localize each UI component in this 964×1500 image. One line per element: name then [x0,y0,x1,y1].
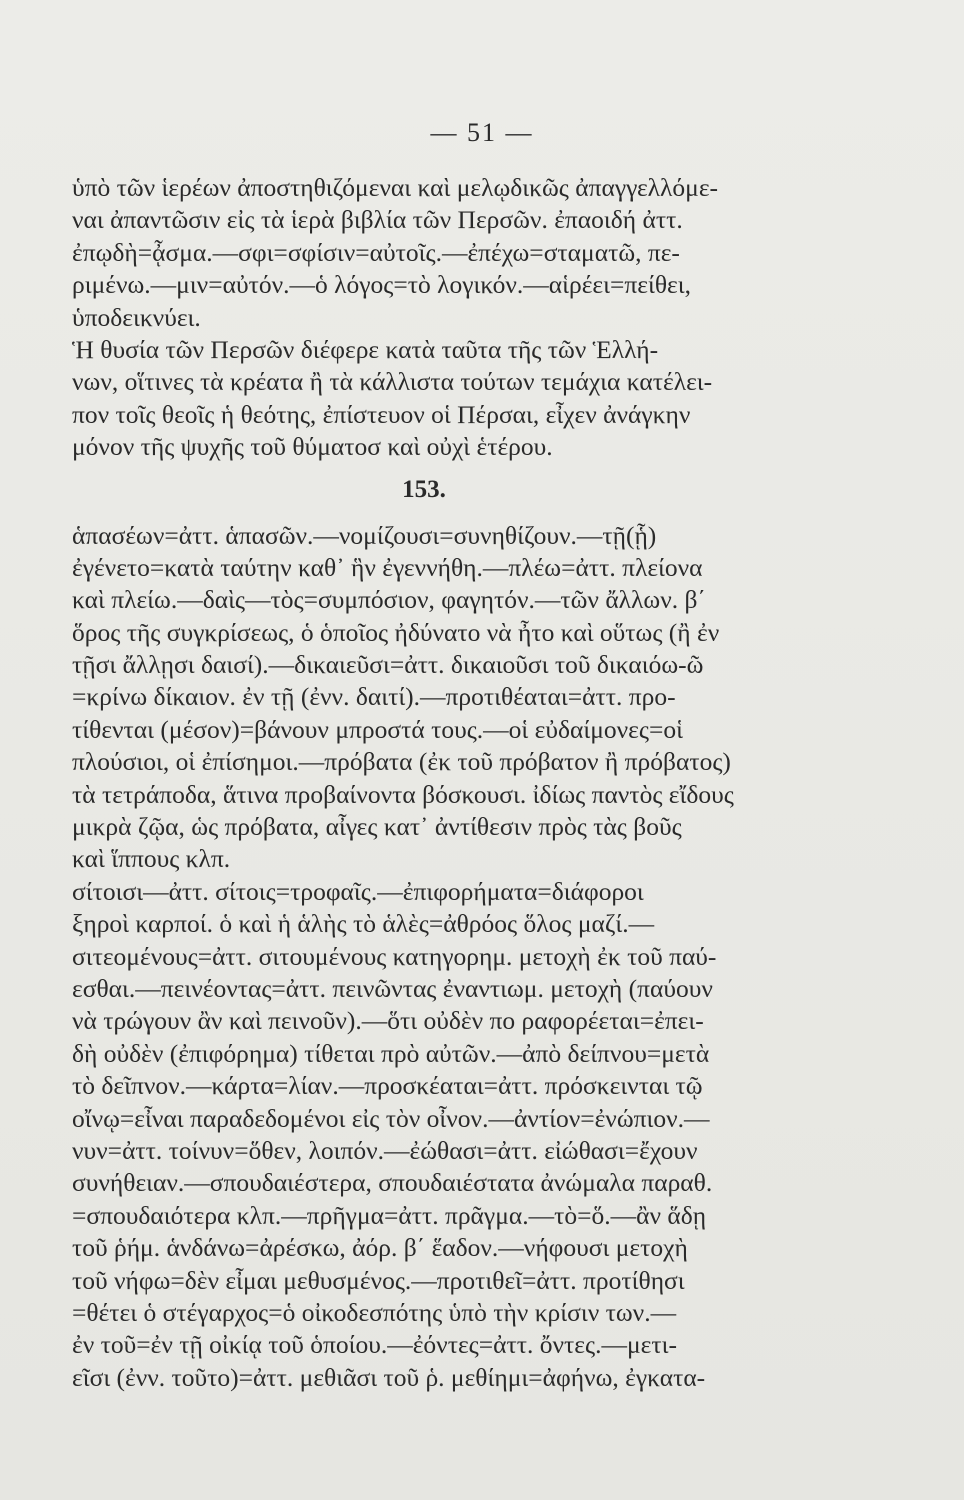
text-line: ἐν τοῦ=ἐν τῇ οἰκίᾳ τοῦ ὁποίου.—ἐόντες=ἀττ. ὄντες.—μετι- [72,1330,677,1360]
section-heading: 153. [402,475,446,503]
text-line: εῖσι (ἐνν. τοῦτο)=ἀττ. μεθιᾶσι τοῦ ῥ. μεθίημι=ἀφήνω, ἐγκατα- [72,1362,706,1392]
text-line: ριμένω.—μιν=αὐτόν.—ὁ λόγος=τὸ λογικόν.—αἱρέει=πείθει, [72,270,691,300]
text-line: =κρίνω δίκαιον. ἐν τῇ (ἐνν. δαιτί).—προτιθέαται=ἀττ. προ- [72,682,676,712]
text-line: ἁπασέων=ἀττ. ἁπασῶν.—νομίζουσι=συνηθίζουν.—τῇ(ᾗ) [72,520,657,550]
text-line: τοῦ ῥήμ. ἁνδάνω=ἀρέσκω, ἀόρ. β΄ ἕαδον.—νήφουσι μετοχὴ [72,1233,688,1263]
text-line: σίτοισι—ἀττ. σίτοις=τροφαῖς.—ἐπιφορήματα=διάφοροι [72,876,644,906]
page-number: — 51 — [430,118,534,147]
text-line: τὸ δεῖπνον.—κάρτα=λίαν.—προσκέαται=ἀττ. πρόσκεινται τῷ [72,1071,703,1101]
text-line: Ἡ θυσία τῶν Περσῶν διέφερε κατὰ ταῦτα τῆς τῶν Ἑλλή- [72,334,659,364]
text-line: εσθαι.—πεινέοντας=ἀττ. πεινῶντας ἐναντιωμ. μετοχὴ (παύουν [72,973,713,1003]
text-line: =σπουδαιότερα κλπ.—πρῆγμα=ἀττ. πρᾶγμα.—τὸ=ὅ.—ἂν ἅδῃ [72,1200,707,1230]
text-line: καὶ ἵππους κλπ. [72,844,231,874]
text-line: ὑπὸ τῶν ἱερέων ἀποστηθιζόμεναι καὶ μελῳδικῶς ἀπαγγελλόμε- [72,173,719,202]
text-line: συνήθειαν.—σπουδαιέστερα, σπουδαιέστατα ἀνώμαλα παραθ. [72,1168,713,1198]
text-line: πον τοῖς θεοῖς ἡ θεότης, ἐπίστευον οἱ Πέρσαι, εἶχεν ἀνάγκην [72,399,691,429]
text-line: τῇσι ἄλλῃσι δαισί).—δικαιεῦσι=ἀττ. δικαιοῦσι τοῦ δικαιόω-ῶ [72,650,704,680]
spacer [72,512,776,520]
text-line: νυν=ἀττ. τοίνυν=ὅθεν, λοιπόν.—ἐώθασι=ἀττ. εἰώθασι=ἔχουν [72,1135,698,1165]
text-line: τίθενται (μέσον)=βάνουν μπροστά τους.—οἱ εὐδαίμονες=οἱ [72,714,683,744]
text-line: δὴ οὐδὲν (ἐπιφόρημα) τίθεται πρὸ αὐτῶν.—ἀπὸ δείπνου=μετὰ [72,1038,710,1068]
text-block [72,172,776,1394]
text-line: ξηροὶ καρποί. ὁ καὶ ἡ ἁλὴς τὸ ἁλὲς=ἀθρόος ὅλος μαζί.— [72,909,655,939]
text-line: ὅρος τῆς συγκρίσεως, ὁ ὁποῖος ἠδύνατο νὰ ἦτο καὶ οὕτως (ἢ ἐν [72,617,720,647]
text-line: ὑποδεικνύει. [72,302,201,332]
text-line: σιτεομένους=ἀττ. σιτουμένους κατηγορημ. μετοχὴ ἐκ τοῦ παύ- [72,941,717,971]
text-line: ναι ἀπαντῶσιν εἰς τὰ ἱερὰ βιβλία τῶν Περσῶν. ἐπαοιδή ἀττ. [72,205,683,235]
text-line: καὶ πλείω.—δαὶς—τὸς=συμπόσιον, φαγητόν.—τῶν ἄλλων. β΄ [72,585,706,615]
text-line: νων, οἵτινες τὰ κρέατα ἢ τὰ κάλλιστα τούτων τεμάχια κατέλει- [72,367,713,397]
text-line: ἐγένετο=κατὰ ταύτην καθ᾽ ἣν ἐγεννήθη.—πλέω=ἀττ. πλείονα [72,552,703,582]
text-line: πλούσιοι, οἱ ἐπίσημοι.—πρόβατα (ἐκ τοῦ πρόβατον ἢ πρόβατος) [72,747,731,777]
text-line: μικρὰ ζῷα, ὡς πρόβατα, αἶγες κατ᾽ ἀντίθεσιν πρὸς τὰς βοῦς [72,812,682,842]
text-line: τὰ τετράποδα, ἅτινα προβαίνοντα βόσκουσι. ἰδίως παντὸς εἴδους [72,779,734,809]
text-line: ἐπῳδὴ=ᾆσμα.—σφι=σφίσιν=αὐτοῖς.—ἐπέχω=σταματῶ, πε- [72,237,680,267]
text-line: =θέτει ὁ στέγαρχος=ὁ οἰκοδεσπότης ὑπὸ τὴν κρίσιν των.— [72,1297,677,1327]
text-line: τοῦ νήφω=δὲν εἶμαι μεθυσμένος.—προτιθεῖ=ἀττ. προτίθησι [72,1265,685,1295]
paragraph-block-before [72,172,776,464]
paragraph-block-after [72,520,776,1395]
text-line: νὰ τρώγουν ἂν καὶ πεινοῦν).—ὅτι οὐδὲν πο ραφορέεται=ἐπει- [72,1006,704,1036]
text-line: μόνον τῆς ψυχῆς τοῦ θύματοσ καὶ οὐχὶ ἑτέρου. [72,432,553,462]
text-line: οἴνῳ=εἶναι παραδεδομένοι εἰς τὸν οἶνον.—ἀντίον=ἐνώπιον.— [72,1103,710,1133]
